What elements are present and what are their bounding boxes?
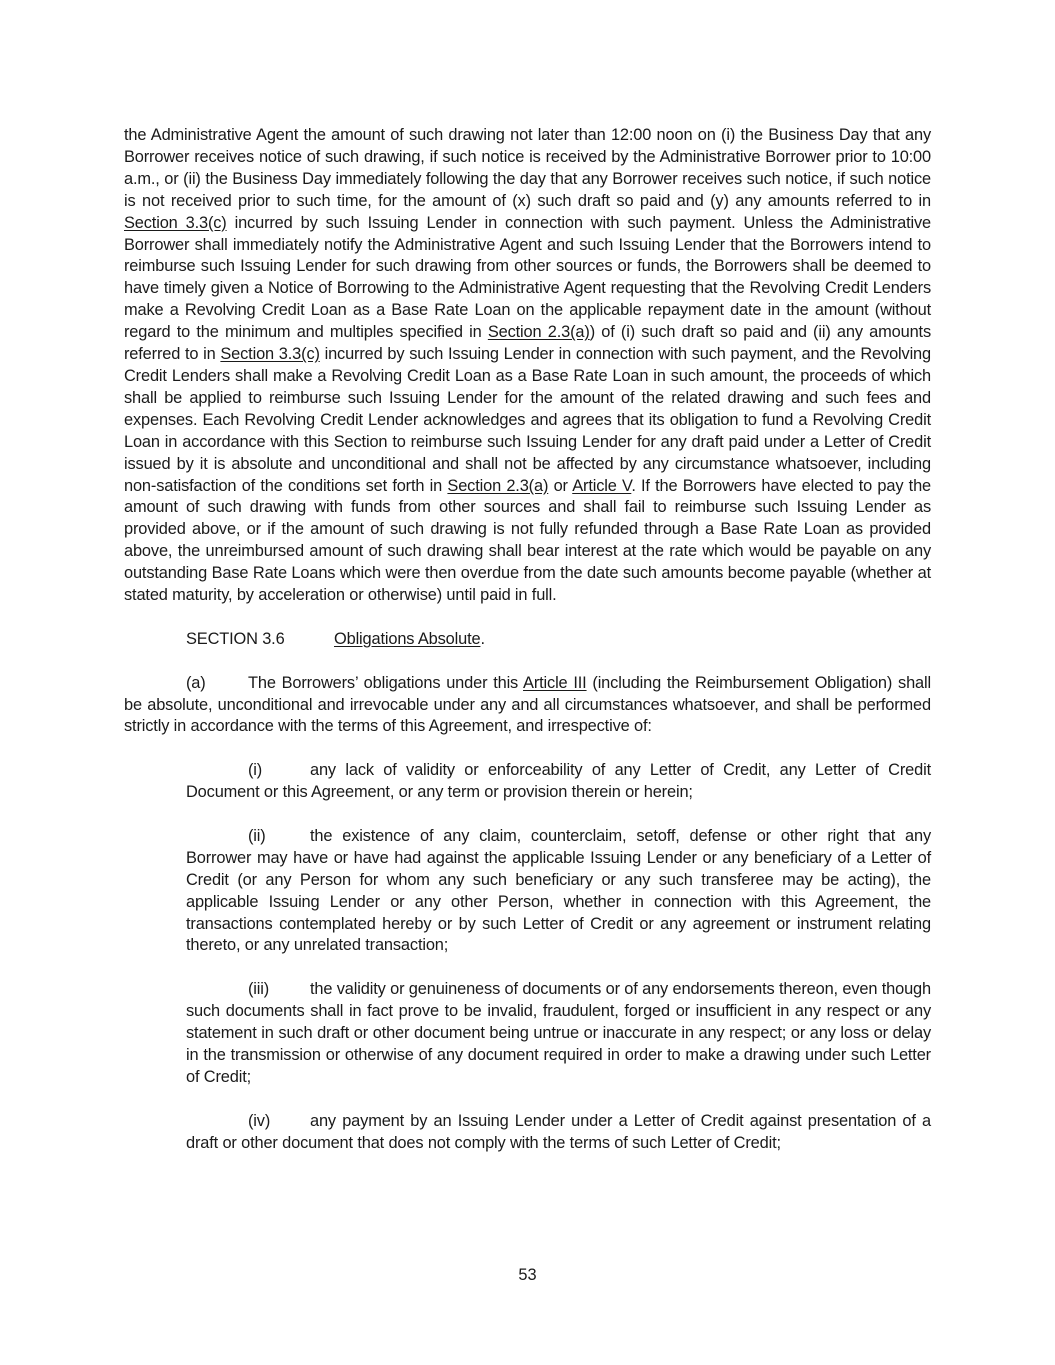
paragraph-text: incurred by such Issuing Lender in connection with such payment, and the Revolving Credit Lenders shall make a Revolving Credit Loan as a Base Rate Loan in such amount, the proceeds of which shall be applied to reimburse such Issuing Lender for the amount of the related drawing and such fees and expenses. Each Revolving Credit Lender acknowledges and agrees that its obligation to fund a Revolving Credit Loan in accordance with this Section to reimburse such Issuing Lender for any draft paid under a Letter of Credit issued by it is absolute and unconditional and shall not be affected by any circumstance whatsoever, including non-satisfaction of the conditions set forth in	[124, 345, 931, 495]
clause-label: (i)	[248, 761, 263, 780]
section-reference: Section 3.3(c)	[220, 345, 320, 364]
paragraph-text: ) of (i) such draft so paid and (ii) any amounts referred to in	[124, 323, 932, 364]
paragraph-text: . If the Borrowers have elected to pay the amount of such drawing with funds from other sources and shall fail to reimburse such Issuing Lender as provided above, or if the amount of such drawing is not fully refunded through a Base Rate Loan as provided above, the unreimbursed amount of such drawing shall bear interest at the rate which would be payable on any outstanding Base Rate Loans which were then overdue from the date such amounts become payable (whether at stated maturity, by acceleration or otherwise) until paid in full.	[124, 476, 932, 605]
section-reference: Section 2.3(a)	[487, 323, 590, 342]
clause-label: (ii)	[248, 826, 266, 845]
clause-label: (iv)	[248, 1111, 271, 1130]
continuation-paragraph	[124, 125, 931, 607]
article-reference: Article III	[523, 673, 587, 692]
section-title: Obligations Absolute	[334, 629, 481, 648]
section-reference: Section 3.3(c)	[124, 213, 227, 232]
clause-item	[124, 760, 931, 804]
clause-item	[124, 979, 931, 1089]
clause-text: any lack of validity or enforceability of any Letter of Credit, any Letter of Credit Document or this Agreement, or any term or provision therein or herein;	[186, 761, 931, 802]
paragraph-label: (a)	[186, 673, 206, 692]
clause-text: the validity or genuineness of documents or of any endorsements thereon, even though such documents shall in fact prove to be invalid, fraudulent, forged or insufficient in any respect or any statement in such draft or other document being untrue or inaccurate in any respect; or any loss or delay in the transmission or otherwise of any document required in order to make a drawing under such Letter of Credit;	[186, 980, 931, 1086]
document-page	[124, 125, 931, 1155]
clause-item	[124, 826, 931, 957]
section-heading	[124, 629, 931, 651]
section-reference: Section 2.3(a)	[447, 476, 549, 495]
clause-item	[124, 1111, 931, 1155]
article-reference: Article V	[572, 476, 632, 495]
paragraph-text: or	[548, 476, 573, 495]
clause-label: (iii)	[248, 980, 270, 999]
paragraph-a	[124, 673, 931, 739]
clause-text: any payment by an Issuing Lender under a Letter of Credit against presentation of a draft or other document that does not comply with the terms of such Letter of Credit;	[186, 1111, 931, 1152]
paragraph-text: incurred by such Issuing Lender in connection with such payment. Unless the Administrative Borrower shall immediately notify the Administrative Agent and such Issuing Lender that the Borrowers intend to reimburse such Issuing Lender for such drawing from other sources or funds, the Borrowers shall be deemed to have timely given a Notice of Borrowing to the Administrative Agent requesting that the Revolving Credit Lenders make a Revolving Credit Loan as a Base Rate Loan on the applicable repayment date in the amount (without regard to the minimum and multiples specified in	[124, 213, 931, 342]
clause-text: the existence of any claim, counterclaim, setoff, defense or other right that any Borrower may have or have had against the applicable Issuing Lender or any beneficiary of a Letter of Credit (or any Person for whom any such beneficiary or any such transferee may be acting), the applicable Issuing Lender or any other Person, whether in connection with this Agreement, the transactions contemplated hereby or by such Letter of Credit or any agreement or instrument relating thereto, or any unrelated transaction;	[186, 826, 931, 955]
paragraph-text: (including the Reimbursement Obligation) shall be absolute, unconditional and irrevocable under any and all circumstances whatsoever, and shall be performed strictly in accordance with the terms of this Agreement, and irrespective of:	[124, 673, 931, 736]
paragraph-text: the Administrative Agent the amount of such drawing not later than 12:00 noon on (i) the Business Day that any Borrower receives notice of such drawing, if such notice is received by the Administrative Borrower prior to 10:00 a.m., or (ii) the Business Day immediately following the day that any Borrower receives such notice, if such notice is not received prior to such time, for the amount of (x) such draft so paid and (y) any amounts referred to in	[124, 126, 931, 210]
section-number: SECTION 3.6	[186, 629, 285, 648]
section-title-period: .	[480, 629, 485, 648]
page-number: 53	[518, 1266, 537, 1284]
paragraph-text: The Borrowers’ obligations under this	[248, 673, 524, 692]
